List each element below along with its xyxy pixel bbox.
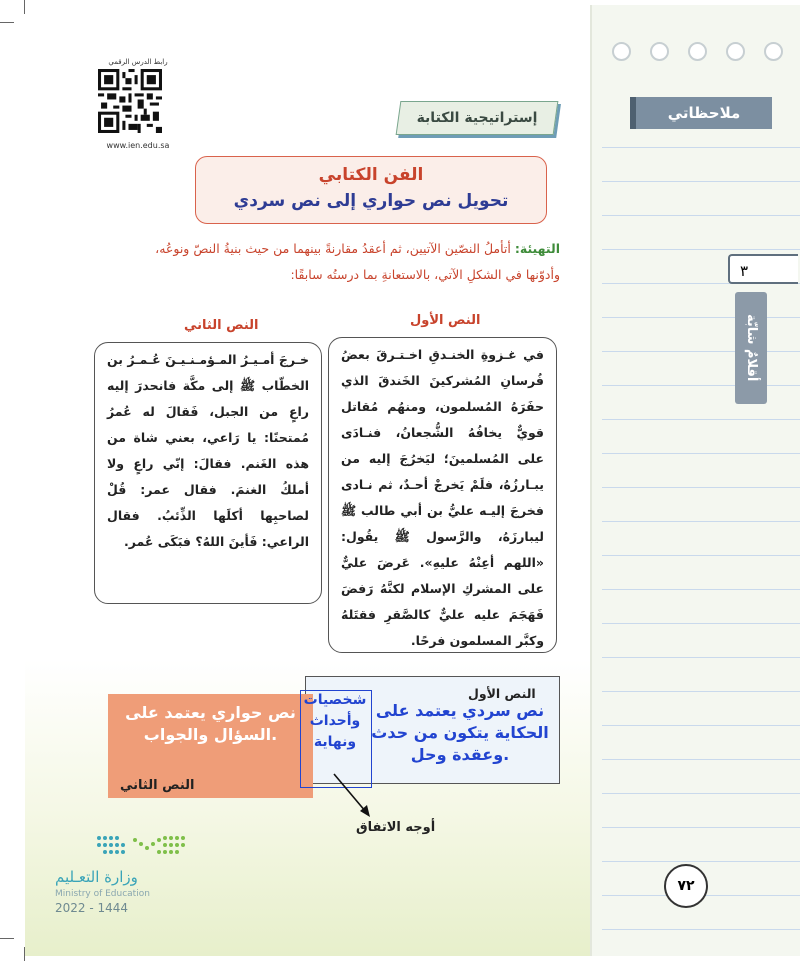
qr-title: رابط الدرس الرقمي xyxy=(108,58,168,66)
notes-title: ملاحظاتي xyxy=(636,97,772,129)
qr-code-icon[interactable] xyxy=(98,69,162,133)
crop-mark xyxy=(0,22,14,23)
shared-features-text: شخصيات وأحداث ونهاية xyxy=(303,692,367,750)
qr-url[interactable]: www.ien.edu.sa xyxy=(106,141,170,150)
text1-answer-label: النص الأول xyxy=(468,686,536,701)
text2-heading: النص الثاني xyxy=(184,318,259,333)
binder-hole-icon xyxy=(726,42,745,61)
ministry-name-en: Ministry of Education xyxy=(55,889,150,899)
text2-answer-label: النص الثاني xyxy=(120,778,195,793)
lesson-subtitle: تحويل نص حواري إلى نص سردي xyxy=(233,191,509,211)
edition-year: 2022 - 1444 xyxy=(55,901,129,915)
agreement-label: أوجه الاتفاق xyxy=(356,820,436,835)
notes-panel xyxy=(590,5,800,956)
binder-hole-icon xyxy=(688,42,707,61)
warmup-instruction xyxy=(150,236,560,288)
unit-title: أقلامٌ شابّة xyxy=(735,292,767,404)
warmup-lead: التهيئة: xyxy=(514,241,560,256)
ministry-name-ar: وزارة التعـليم xyxy=(55,868,138,886)
text1-answer-text: نص سردي يعتمد على الحكاية يتكون من حدث وعقدة وحل. xyxy=(371,701,549,764)
lesson-title-box xyxy=(195,156,547,224)
dialogue-text-box: خـرجَ أمـيـرُ المـؤمـنـيـنَ عُـمـرُ بن الخطّاب ﷺ إلى مكَّة فانحدرَ إليه راعٍ من الجبل، فَقالَ له عُمرُ مُمتحنًا: يا رَاعي، بعني شاة من هذه الغَنم. فقالَ: إنّي راعٍ ولا أملكُ الغنمَ. فقال عمر: قُلْ لصاحبِها أكلَها الذِّئبُ. فقال الراعي: فَأينَ اللهُ؟ فبَكَى عُمر. xyxy=(94,342,322,604)
ministry-logo-icon xyxy=(95,832,187,860)
unit-number: ٣ xyxy=(728,254,798,284)
text2-answer-text: نص حواري يعتمد على السؤال والجواب. xyxy=(125,703,296,744)
arrow-icon xyxy=(330,770,380,820)
narrative-text-box: في غـزوةِ الخنـدقِ اخـتـرقَ بعضُ فُرسانِ المُشركينَ الخَندقَ الذي حفَرَهُ المُسلمون، ومنهُم مُقاتل قويٌّ يخافُهُ الشُّجعانُ، فنـادَى على المُسلمينَ؛ ليَخرُجَ إليه من يبـارزُهُ، فلَمْ يَخرجْ أحـدٌ، ثم نـادى فخرجَ إليـه عليُّ بن أبي طالب ﷺ ليبارزَهُ، والرَّسول ﷺ يقُول: «اللهم أعِنْهُ عليهِ». عَرضَ عليٌّ على المشركِ الإسلام لكنَّهُ رَفضَ فَهَجَمَ عليه عليٌّ كالصَّقرِ فقتَلهُ وكبَّر المسلمون فرحًا. xyxy=(328,337,557,653)
binder-hole-icon xyxy=(612,42,631,61)
crop-mark xyxy=(24,0,25,14)
binder-hole-icon xyxy=(764,42,783,61)
page-number: ٧٢ xyxy=(664,864,708,908)
writing-strategy-label: إستراتيجية الكتابة xyxy=(416,110,538,126)
qr-block xyxy=(98,58,178,150)
warmup-text: أتأملُ النصّين الآتيين، ثم أعقدُ مقارنةً بينهما من حيث بنيةُ النصّ ونوعُه، وأدوّنها في الشكلِ الآتي، بالاستعانةِ بما درستُه سابقًا: xyxy=(155,241,560,282)
text1-heading: النص الأول xyxy=(410,313,481,328)
crop-mark xyxy=(24,947,25,961)
crop-mark xyxy=(0,938,14,939)
lesson-title: الفن الكتابي xyxy=(318,165,424,185)
binder-hole-icon xyxy=(650,42,669,61)
writing-strategy-banner xyxy=(396,101,559,135)
